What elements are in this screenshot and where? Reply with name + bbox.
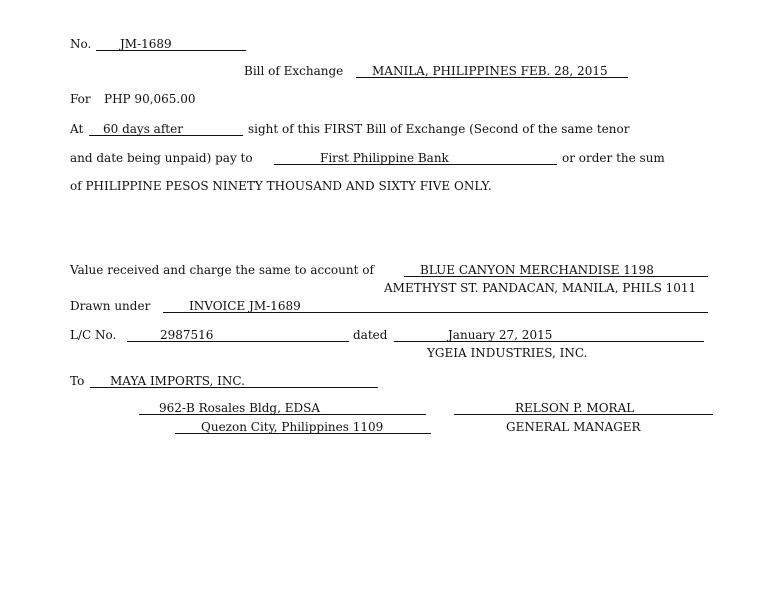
account-name: BLUE CANYON MERCHANDISE 1198 xyxy=(404,263,708,277)
place-and-date: MANILA, PHILIPPINES FEB. 28, 2015 xyxy=(356,64,628,78)
pay-to-text: and date being unpaid) pay to xyxy=(70,151,253,165)
dated-label: dated xyxy=(353,328,388,342)
lc-label: L/C No. xyxy=(70,328,117,342)
amount-figures: PHP 90,065.00 xyxy=(104,92,196,106)
at-label: At xyxy=(70,122,84,136)
drawer-company: YGEIA INDUSTRIES, INC. xyxy=(427,346,588,360)
value-received-label: Value received and charge the same to account of xyxy=(70,263,374,277)
tenor: 60 days after xyxy=(89,122,243,136)
bill-number: JM-1689 xyxy=(96,37,246,51)
document-title: Bill of Exchange xyxy=(244,64,344,78)
drawee-address-line1: 962-B Rosales Bldg, EDSA xyxy=(139,401,426,415)
drawee-address-line2: Quezon City, Philippines 1109 xyxy=(175,420,431,434)
no-label: No. xyxy=(70,37,92,51)
drawn-under-label: Drawn under xyxy=(70,299,151,313)
amount-words: of PHILIPPINE PESOS NINETY THOUSAND AND SIXTY FIVE ONLY. xyxy=(70,179,492,193)
to-label: To xyxy=(70,374,85,388)
lc-date: January 27, 2015 xyxy=(394,328,704,342)
signatory-title: GENERAL MANAGER xyxy=(506,420,641,434)
signatory-name: RELSON P. MORAL xyxy=(454,401,713,415)
for-label: For xyxy=(70,92,91,106)
drawn-under-value: INVOICE JM-1689 xyxy=(163,299,708,313)
sight-text: sight of this FIRST Bill of Exchange (Second of the same tenor xyxy=(248,122,630,136)
order-text: or order the sum xyxy=(562,151,665,165)
drawee-name: MAYA IMPORTS, INC. xyxy=(90,374,378,388)
payee: First Philippine Bank xyxy=(274,151,557,165)
lc-number: 2987516 xyxy=(127,328,349,342)
account-address: AMETHYST ST. PANDACAN, MANILA, PHILS 1011 xyxy=(384,281,697,295)
